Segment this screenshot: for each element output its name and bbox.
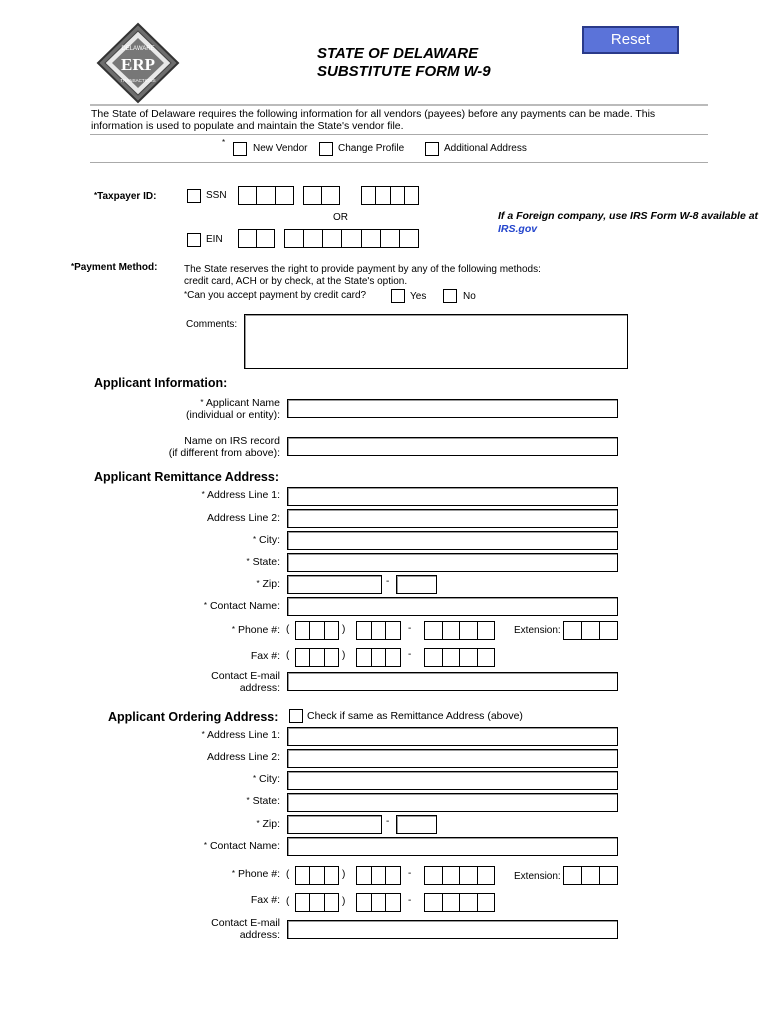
order-city-input[interactable] bbox=[287, 771, 618, 790]
additional-address-checkbox[interactable] bbox=[425, 142, 439, 156]
change-profile-checkbox[interactable] bbox=[319, 142, 333, 156]
remit-zip4-input[interactable] bbox=[396, 575, 437, 594]
delaware-erp-logo bbox=[96, 22, 180, 104]
order-email-label bbox=[150, 917, 280, 941]
required-marker: * bbox=[252, 774, 257, 783]
title-line-2: SUBSTITUTE FORM W-9 bbox=[317, 63, 491, 80]
order-fax-prefix-input[interactable] bbox=[356, 893, 401, 912]
payment-method-label bbox=[71, 262, 157, 273]
credit-card-question bbox=[184, 290, 366, 301]
paren-close: ) bbox=[342, 869, 346, 880]
remit-address1-text: Address Line 1: bbox=[207, 489, 280, 501]
order-zip-text: Zip: bbox=[262, 818, 280, 830]
paren-close: ) bbox=[342, 624, 346, 635]
remit-zip-label bbox=[150, 578, 280, 590]
required-marker: * bbox=[246, 796, 250, 805]
order-state-label bbox=[150, 795, 280, 807]
irs-name-line2: (if different from above): bbox=[168, 447, 280, 459]
new-vendor-label: New Vendor bbox=[253, 143, 308, 154]
order-fax-line-input[interactable] bbox=[424, 893, 495, 912]
order-email-input[interactable] bbox=[287, 920, 618, 939]
credit-card-no-checkbox[interactable] bbox=[443, 289, 457, 303]
required-marker: * bbox=[222, 138, 226, 147]
order-extension-input[interactable] bbox=[563, 866, 618, 885]
required-marker: * bbox=[256, 579, 260, 588]
remit-phone-label bbox=[150, 624, 280, 636]
remit-fax-label: Fax #: bbox=[250, 650, 280, 662]
remit-email-label bbox=[150, 670, 280, 694]
ssn-checkbox[interactable] bbox=[187, 189, 201, 203]
paren-close: ) bbox=[342, 896, 346, 907]
order-fax-label: Fax #: bbox=[250, 894, 280, 906]
order-city-label bbox=[150, 773, 280, 785]
remit-extension-input[interactable] bbox=[563, 621, 618, 640]
remit-email-line2: address: bbox=[239, 682, 280, 694]
divider bbox=[90, 162, 708, 163]
paren-open: ( bbox=[286, 650, 290, 661]
ein-checkbox[interactable] bbox=[187, 233, 201, 247]
ein-part1-input[interactable] bbox=[238, 229, 275, 248]
form-title bbox=[317, 45, 491, 81]
required-marker: * bbox=[256, 819, 260, 828]
remittance-address-heading: Applicant Remittance Address: bbox=[94, 470, 279, 484]
fax-dash: - bbox=[408, 895, 412, 906]
remit-city-text: City: bbox=[259, 534, 280, 546]
payment-method-text: Payment Method: bbox=[74, 262, 158, 273]
intro-text: The State of Delaware requires the following information for all vendors (payees) before any payments can be made. This information is used to populate and maintain the State's vendor file. bbox=[91, 108, 656, 132]
paren-close: ) bbox=[342, 650, 346, 661]
irs-name-label bbox=[150, 435, 280, 459]
ein-label: EIN bbox=[206, 234, 223, 245]
required-marker: * bbox=[200, 398, 204, 407]
required-marker: * bbox=[252, 535, 257, 544]
foreign-note-text: If a Foreign company, use IRS Form W-8 available at bbox=[498, 210, 759, 222]
order-contact-input[interactable] bbox=[287, 837, 618, 856]
no-label: No bbox=[463, 291, 476, 302]
foreign-company-note bbox=[498, 210, 770, 236]
required-marker: * bbox=[203, 841, 208, 850]
remit-contact-input[interactable] bbox=[287, 597, 618, 616]
new-vendor-checkbox[interactable] bbox=[233, 142, 247, 156]
remit-address2-input[interactable] bbox=[287, 509, 618, 528]
logo-top-text: DELAWARE bbox=[121, 46, 155, 52]
credit-card-yes-checkbox[interactable] bbox=[391, 289, 405, 303]
same-as-remittance-label: Check if same as Remittance Address (above) bbox=[307, 710, 523, 722]
required-marker: * bbox=[231, 625, 236, 634]
applicant-name-label bbox=[150, 397, 280, 421]
fax-dash: - bbox=[408, 649, 412, 660]
remit-fax-prefix-input[interactable] bbox=[356, 648, 401, 667]
remit-state-label bbox=[150, 556, 280, 568]
divider bbox=[90, 104, 708, 106]
remit-address2-label: Address Line 2: bbox=[207, 512, 280, 524]
taxpayer-id-text: Taxpayer ID: bbox=[97, 191, 157, 202]
required-marker: * bbox=[184, 290, 188, 299]
remit-fax-line-input[interactable] bbox=[424, 648, 495, 667]
order-address1-label bbox=[150, 729, 280, 741]
order-address2-label: Address Line 2: bbox=[207, 751, 280, 763]
divider bbox=[90, 134, 708, 135]
ssn-label: SSN bbox=[206, 190, 227, 201]
irs-gov-link[interactable]: IRS.gov bbox=[498, 223, 538, 235]
yes-label: Yes bbox=[410, 291, 427, 302]
or-label: OR bbox=[333, 212, 348, 223]
zip-dash: - bbox=[386, 576, 390, 587]
applicant-name-line1: Applicant Name bbox=[205, 397, 280, 409]
order-phone-area-input[interactable] bbox=[295, 866, 339, 885]
title-line-1: STATE OF DELAWARE bbox=[317, 45, 479, 62]
required-marker: * bbox=[246, 557, 250, 566]
remit-contact-label bbox=[150, 600, 280, 612]
order-zip-label bbox=[150, 818, 280, 830]
remit-phone-line-input[interactable] bbox=[424, 621, 495, 640]
ssn-part1-input[interactable] bbox=[238, 186, 294, 205]
order-phone-line-input[interactable] bbox=[424, 866, 495, 885]
phone-dash: - bbox=[408, 623, 412, 634]
paren-open: ( bbox=[286, 624, 290, 635]
order-city-text: City: bbox=[259, 773, 280, 785]
credit-card-question-text: Can you accept payment by credit card? bbox=[187, 290, 367, 301]
logo-bottom-text: TRANSACTIONS bbox=[120, 78, 156, 83]
paren-open: ( bbox=[286, 896, 290, 907]
taxpayer-id-label bbox=[94, 191, 156, 202]
order-phone-prefix-input[interactable] bbox=[356, 866, 401, 885]
remit-address1-label bbox=[150, 489, 280, 501]
payment-method-text: The State reserves the right to provide payment by any of the following methods: credit card, ACH or by check, at the State's option. bbox=[184, 264, 541, 287]
ssn-part3-input[interactable] bbox=[361, 186, 419, 205]
remit-zip-input[interactable] bbox=[287, 575, 382, 594]
required-marker: * bbox=[201, 490, 205, 499]
remit-zip-text: Zip: bbox=[262, 578, 280, 590]
zip-dash: - bbox=[386, 816, 390, 827]
applicant-name-input[interactable] bbox=[287, 399, 618, 418]
order-address1-input[interactable] bbox=[287, 727, 618, 746]
remit-address1-input[interactable] bbox=[287, 487, 618, 506]
additional-address-label: Additional Address bbox=[444, 143, 527, 154]
required-marker: * bbox=[94, 191, 98, 200]
phone-dash: - bbox=[408, 868, 412, 879]
comments-label: Comments: bbox=[186, 319, 238, 330]
order-phone-label bbox=[150, 868, 280, 880]
order-extension-label: Extension: bbox=[514, 871, 561, 882]
order-email-line2: address: bbox=[239, 929, 280, 941]
order-state-input[interactable] bbox=[287, 793, 618, 812]
remit-phone-text: Phone #: bbox=[237, 624, 280, 636]
remit-email-line1: Contact E-mail bbox=[211, 670, 280, 682]
logo-main-text: ERP bbox=[121, 55, 155, 74]
order-address1-text: Address Line 1: bbox=[207, 729, 280, 741]
remit-city-input[interactable] bbox=[287, 531, 618, 550]
reset-button[interactable]: Reset bbox=[582, 26, 679, 54]
ordering-address-heading: Applicant Ordering Address: bbox=[108, 710, 279, 724]
order-state-text: State: bbox=[252, 795, 280, 807]
order-contact-label bbox=[150, 840, 280, 852]
change-profile-label: Change Profile bbox=[338, 143, 405, 154]
order-phone-text: Phone #: bbox=[237, 868, 280, 880]
order-fax-area-input[interactable] bbox=[295, 893, 339, 912]
ssn-part2-input[interactable] bbox=[303, 186, 340, 205]
remit-state-input[interactable] bbox=[287, 553, 618, 572]
paren-open: ( bbox=[286, 869, 290, 880]
remit-contact-text: Contact Name: bbox=[209, 600, 280, 612]
remit-extension-label: Extension: bbox=[514, 625, 561, 636]
irs-name-input[interactable] bbox=[287, 437, 618, 456]
required-marker: * bbox=[71, 262, 75, 271]
order-zip-input[interactable] bbox=[287, 815, 382, 834]
remit-city-label bbox=[150, 534, 280, 546]
remit-phone-prefix-input[interactable] bbox=[356, 621, 401, 640]
required-marker: * bbox=[231, 869, 236, 878]
remit-email-input[interactable] bbox=[287, 672, 618, 691]
applicant-information-heading: Applicant Information: bbox=[94, 376, 228, 390]
order-zip4-input[interactable] bbox=[396, 815, 437, 834]
irs-name-line1: Name on IRS record bbox=[184, 435, 280, 447]
remit-fax-area-input[interactable] bbox=[295, 648, 339, 667]
same-as-remittance-checkbox[interactable] bbox=[289, 709, 303, 723]
comments-textarea[interactable] bbox=[244, 314, 628, 369]
remit-state-text: State: bbox=[252, 556, 280, 568]
applicant-name-line2: (individual or entity): bbox=[186, 409, 280, 421]
order-address2-input[interactable] bbox=[287, 749, 618, 768]
ein-part2-input[interactable] bbox=[284, 229, 419, 248]
remit-phone-area-input[interactable] bbox=[295, 621, 339, 640]
required-marker: * bbox=[201, 730, 205, 739]
required-marker: * bbox=[203, 601, 208, 610]
order-email-line1: Contact E-mail bbox=[211, 917, 280, 929]
order-contact-text: Contact Name: bbox=[209, 840, 280, 852]
